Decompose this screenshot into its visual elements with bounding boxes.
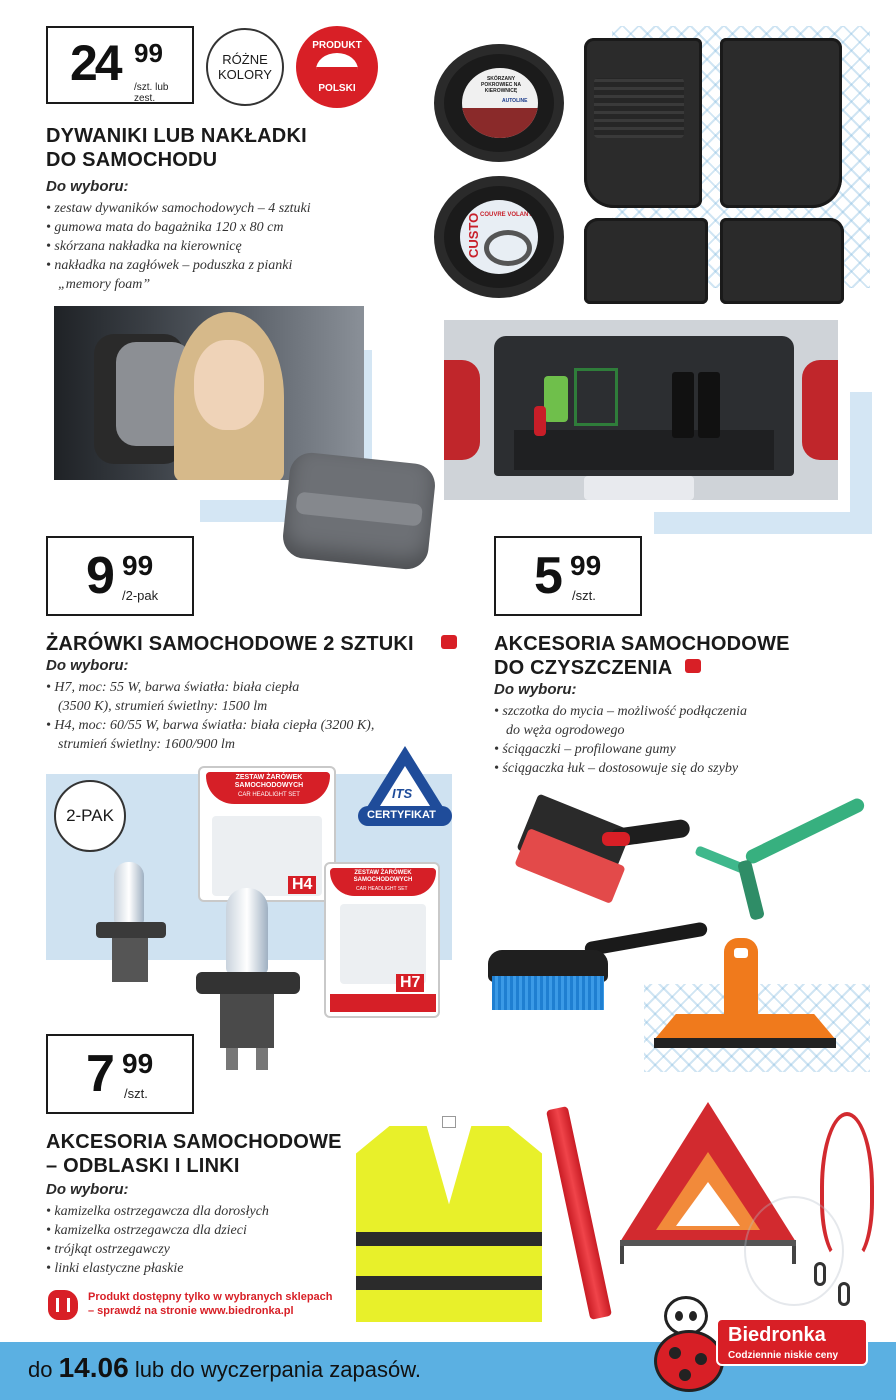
title-line: DYWANIKI LUB NAKŁADKI <box>46 125 307 147</box>
loose-bulb-image <box>96 862 166 998</box>
steering-cover-image <box>434 44 564 162</box>
note-line: Produkt dostępny tylko w wybranych sklepach <box>88 1291 333 1303</box>
two-pack-text: 2-PAK <box>66 806 114 825</box>
option-item: do węża ogrodowego <box>506 723 625 738</box>
polish-flag-icon <box>316 53 358 81</box>
note-line: – sprawdź na stronie www.biedronka.pl <box>88 1305 294 1317</box>
loose-bulb-image <box>196 888 300 1072</box>
title-line: – ODBLASKI I LINKI <box>46 1155 240 1177</box>
select-stores-icon <box>441 635 457 649</box>
option-item: • nakładka na zagłówek – poduszka z pianki <box>46 256 311 275</box>
brand-name: Biedronka <box>728 1324 826 1346</box>
footer-prefix: do <box>28 1357 53 1382</box>
choice-label: Do wyboru: <box>46 178 129 195</box>
cover-brand: AUTOLINE <box>502 98 528 104</box>
steering-cover-image <box>434 176 564 298</box>
floor-mat-image <box>720 38 842 208</box>
package-label: H4 <box>288 876 316 894</box>
product-title-cleaning <box>494 632 790 680</box>
percent-watermark <box>744 1196 844 1306</box>
price-cents: 99 <box>122 550 154 581</box>
title-line: AKCESORIA SAMOCHODOWE <box>46 1131 342 1153</box>
certificate-badge <box>358 746 452 832</box>
price-cents: 99 <box>570 550 602 581</box>
option-item: • trójkąt ostrzegawczy <box>46 1240 269 1259</box>
title-line: AKCESORIA SAMOCHODOWE <box>494 633 790 655</box>
option-item: (3500 K), strumień świetlny: 1500 lm <box>58 699 268 714</box>
price-unit: /szt. lub zest. <box>134 82 169 104</box>
cover-text: SKÓRZANY POKROWIEC NA KIEROWNICĘ <box>481 76 521 94</box>
footer-validity <box>28 1352 421 1384</box>
package-header: ZESTAW ŻARÓWEK SAMOCHODOWYCH <box>353 870 413 883</box>
price-cents: 99 <box>134 38 163 68</box>
choice-label: Do wyboru: <box>46 657 129 674</box>
option-list <box>46 678 374 754</box>
price-box-cleaning <box>494 536 642 616</box>
product-title-bulbs <box>46 632 414 656</box>
option-item: strumień świetlny: 1600/900 lm <box>58 737 235 752</box>
sponge-scraper-image <box>514 798 694 908</box>
colors-badge <box>206 28 284 106</box>
cover-text: COUVRE VOLANT <box>480 212 533 218</box>
option-item: • kamizelka ostrzegawcza dla dzieci <box>46 1221 269 1240</box>
title-line: DO SAMOCHODU <box>46 149 218 171</box>
car-trunk-photo <box>444 320 838 500</box>
price-main: 5 <box>534 547 560 605</box>
polish-badge-top: PRODUKT <box>312 40 362 51</box>
floor-mat-image <box>584 218 708 304</box>
memory-foam-pillow <box>281 451 437 572</box>
option-item: • H7, moc: 55 W, barwa światła: biała ciepła <box>46 678 374 697</box>
package-sub: CAR HEADLIGHT SET <box>238 792 300 798</box>
option-list <box>46 1202 269 1278</box>
bulb-package-h4 <box>198 766 336 902</box>
polish-badge-bottom: POLSKI <box>318 83 356 94</box>
ice-scraper-image <box>654 938 836 1052</box>
price-unit: /szt. <box>124 1086 148 1101</box>
option-list <box>46 199 311 294</box>
option-item: „memory foam” <box>58 277 151 292</box>
select-stores-map-icon <box>48 1290 78 1320</box>
option-item: • ściągaczki – profilowane gumy <box>494 740 747 759</box>
brand-logo <box>716 1318 868 1366</box>
price-box-reflective <box>46 1034 194 1114</box>
price-unit: /2-pak <box>122 588 159 603</box>
price-main: 7 <box>86 1045 112 1103</box>
colors-badge-text: RÓŻNE KOLORY <box>218 52 272 82</box>
reflector-strip-image <box>546 1106 606 1322</box>
price-box-floor-mats <box>46 26 194 104</box>
two-pack-badge <box>54 780 126 852</box>
squeegee-image <box>694 820 870 930</box>
package-sub: CAR HEADLIGHT SET <box>356 886 408 892</box>
option-item: • szczotka do mycia – możliwość podłączenia <box>494 702 747 721</box>
safety-vest-image <box>356 1106 542 1322</box>
polish-product-badge <box>296 26 378 108</box>
bulb-package-h7 <box>324 862 440 1018</box>
footer-suffix: lub do wyczerpania zapasów. <box>134 1357 421 1382</box>
option-item: • H4, moc: 60/55 W, barwa światła: biała ciepła (3200 K), <box>46 716 374 735</box>
price-cents: 99 <box>122 1048 154 1079</box>
package-header: ZESTAW ŻARÓWEK SAMOCHODOWYCH <box>234 774 304 789</box>
footer-date: 14.06 <box>58 1352 129 1383</box>
option-list <box>494 702 747 778</box>
floor-mat-image <box>584 38 702 208</box>
title-line: ŻARÓWKI SAMOCHODOWE 2 SZTUKI <box>46 633 414 655</box>
option-item: • linki elastyczne płaskie <box>46 1259 269 1278</box>
cert-logo-text: ITS <box>392 786 413 801</box>
option-item: • ściągaczka łuk – dostosowuje się do szyby <box>494 759 747 778</box>
floor-mat-image <box>720 218 844 304</box>
cover-brand: CUSTO <box>466 212 481 258</box>
price-main: 9 <box>86 547 112 605</box>
brand-tagline: Codziennie niskie ceny <box>728 1350 839 1361</box>
decorative-frame <box>654 512 872 534</box>
choice-label: Do wyboru: <box>46 1181 129 1198</box>
availability-note <box>88 1290 333 1318</box>
option-item: • skórzana nakładka na kierownicę <box>46 237 311 256</box>
option-item: • zestaw dywaników samochodowych – 4 sztuki <box>46 199 311 218</box>
price-main: 24 <box>70 35 120 91</box>
product-title-floor-mats <box>46 124 307 172</box>
cert-text: CERTYFIKAT <box>367 809 436 821</box>
option-item: • gumowa mata do bagażnika 120 x 80 cm <box>46 218 311 237</box>
price-unit: /szt. <box>572 588 596 603</box>
choice-label: Do wyboru: <box>494 681 577 698</box>
product-title-reflective <box>46 1130 342 1178</box>
package-label: H7 <box>396 974 424 992</box>
select-stores-icon <box>685 659 701 673</box>
title-line: DO CZYSZCZENIA <box>494 657 673 679</box>
price-box-bulbs <box>46 536 194 616</box>
option-item: • kamizelka ostrzegawcza dla dorosłych <box>46 1202 269 1221</box>
